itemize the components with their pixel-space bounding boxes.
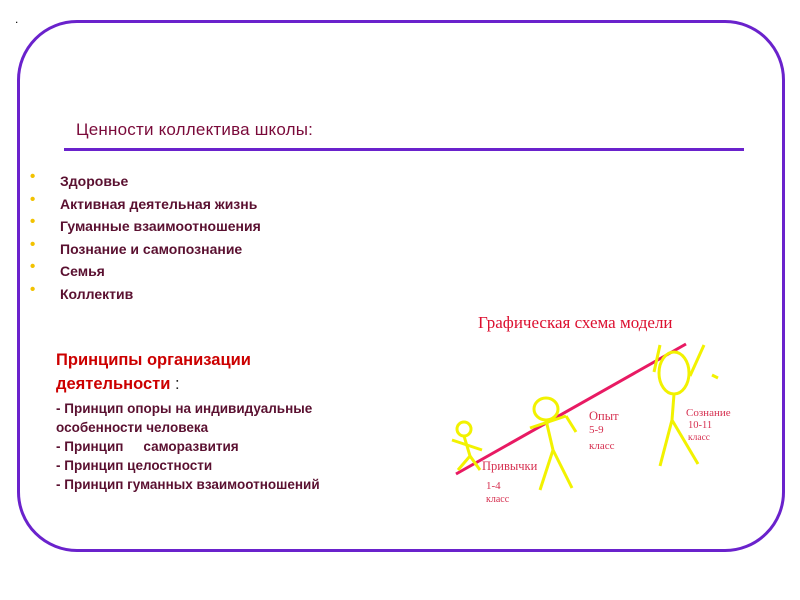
bullet-icon: • [30,258,36,275]
value-label: Гуманные взаимоотношения [60,218,261,234]
principle-line: - Принцип гуманных взаимоотношений [56,477,320,492]
value-label: Семья [60,263,105,279]
corner-mark: . [15,12,19,26]
principle-line-part: - Принцип [56,439,124,454]
bullet-icon: • [30,213,36,230]
principle-line-part: саморазвития [143,439,239,454]
stage2-grade-unit: класс [589,440,615,452]
value-label: Здоровье [60,173,129,189]
stage3-grade-unit: класс [688,433,711,443]
stage1-grade-unit: класс [486,494,510,505]
stage1-name: Привычки [482,459,538,473]
stage2-name: Опыт [589,409,619,423]
medium-figure [530,398,576,490]
stage3-name: Сознание [686,407,731,419]
growth-line [456,344,686,474]
bullet-icon: • [30,280,36,298]
principles-heading-colon: : [170,375,180,393]
principle-line: - Принцип опоры на индивидуальные [56,401,313,416]
principles-heading-line2: деятельности [56,375,171,393]
bullet-icon: • [30,235,36,253]
slide-title: Ценности коллектива школы: [76,120,314,139]
bullet-icon: • [30,190,36,208]
value-label: Активная деятельная жизнь [60,195,258,212]
value-label: Познание и самопознание [60,240,243,257]
bullet-icon: • [30,168,36,185]
principle-line: особенности человека [56,420,209,435]
stage3-grade: 10-11 [688,420,713,431]
stage1-grade: 1-4 [486,480,501,492]
large-figure [654,345,718,466]
scheme-title: Графическая схема модели [478,313,673,332]
principles-heading-line1: Принципы организации [56,351,251,369]
principle-line: - Принцип целостности [56,458,213,473]
value-label: Коллектив [60,285,134,302]
stage2-grade: 5-9 [589,424,604,436]
